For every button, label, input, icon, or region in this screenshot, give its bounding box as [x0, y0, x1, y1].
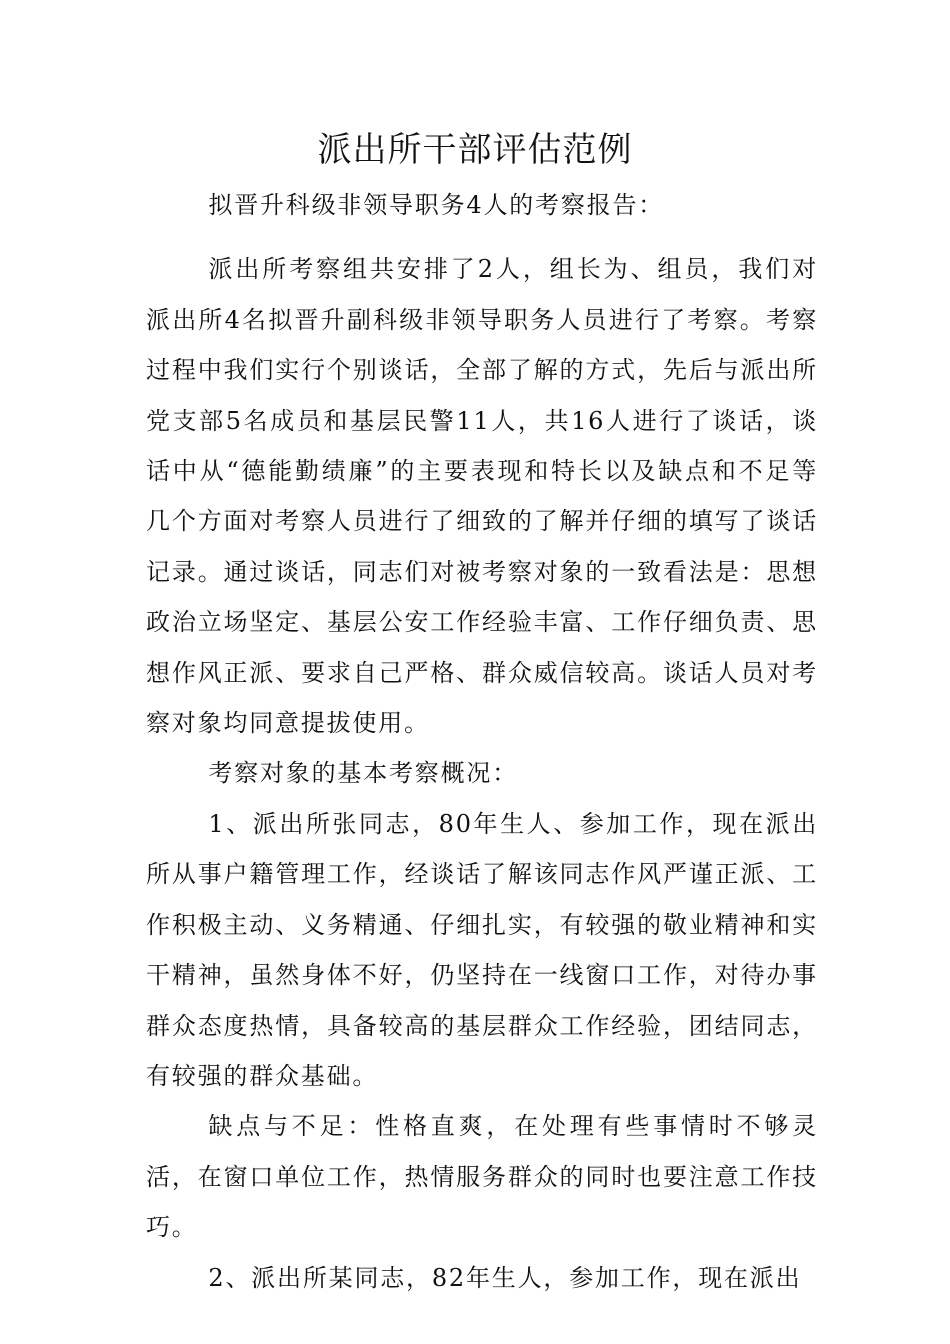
document-title: 派出所干部评估范例 — [317, 130, 633, 170]
paragraph-candidate-2: 2、派出所某同志，82年生人，参加工作，现在派出 — [208, 1263, 802, 1292]
paragraph-overview: 派出所考察组共安排了2人，组长为、组员，我们对派出所4名拟晋升副科级非领导职务人员进行了考察。考察过程中我们实行个别谈话，全部了解的方式，先后与派出所党支部5名成员和基层民警11人，共16人进行了谈话，谈话中从“德能勤绩廉”的主要表现和特长以及缺点和不足等几个方面对考察人员进行了细致的了解并仔细的填写了谈话记录。通过谈话，同志们对被考察对象的一致看法是：思想政治立场坚定、基层公安工作经验丰富、工作仔细负责、思想作风正派、要求自己严格、群众威信较高。谈话人员对考察对象均同意提拔使用。 — [146, 255, 818, 738]
paragraph-report-heading: 拟晋升科级非领导职务4人的考察报告： — [208, 191, 665, 219]
paragraph-candidate-1: 1、派出所张同志，80年生人、参加工作，现在派出所从事户籍管理工作，经谈话了解该同志作风严谨正派、工作积极主动、义务精通、仔细扎实，有较强的敬业精神和实干精神，虽然身体不好，仍坚持在一线窗口工作，对待办事群众态度热情，具备较高的基层群众工作经验，团结同志，有较强的群众基础。 — [146, 809, 818, 1090]
paragraph-candidate-1-shortcomings: 缺点与不足：性格直爽，在处理有些事情时不够灵活，在窗口单位工作，热情服务群众的同时也要注意工作技巧。 — [146, 1112, 818, 1242]
document-body — [146, 180, 818, 1303]
paragraph-section-heading: 考察对象的基本考察概况： — [208, 759, 518, 788]
